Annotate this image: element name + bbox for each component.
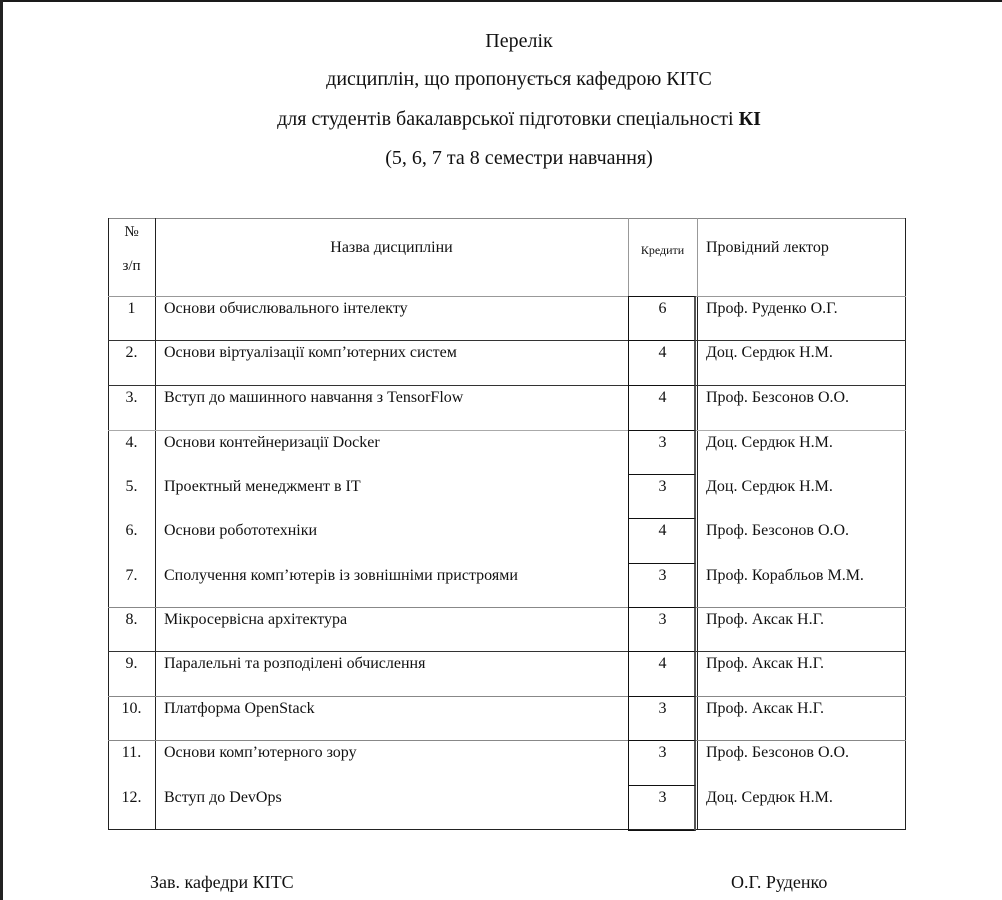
footer-position: Зав. кафедри КІТС <box>150 872 294 892</box>
specialty-prefix: для студентів бакалаврської підготовки спеціальності <box>277 108 739 130</box>
row-separator <box>108 607 906 608</box>
row-number: 1 <box>127 300 136 317</box>
lecturer-name: Проф. Безсонов О.О. <box>706 522 850 539</box>
credits-value: 6 <box>658 300 667 317</box>
row-number: 7. <box>125 567 138 584</box>
discipline-name: Вступ до машинного навчання з TensorFlow <box>164 389 464 406</box>
lecturer-name: Доц. Сердюк Н.М. <box>706 789 833 806</box>
credits-value: 4 <box>658 344 667 361</box>
lecturer-name: Доц. Сердюк Н.М. <box>706 478 833 495</box>
row-number: 4. <box>125 434 138 451</box>
credits-value: 4 <box>658 522 667 539</box>
lecturer-name: Проф. Аксак Н.Г. <box>706 611 825 628</box>
discipline-name: Основи віртуалізації комп’ютерних систем <box>164 344 457 361</box>
header-credits: Кредити <box>640 243 685 257</box>
discipline-name: Основи контейнеризації Docker <box>164 434 380 451</box>
row-number: 3. <box>125 389 138 406</box>
row-number: 6. <box>125 522 138 539</box>
credits-value: 3 <box>658 567 667 584</box>
discipline-name: Основи робототехніки <box>164 522 318 539</box>
doc-subtitle-department: дисциплін, що пропонується кафедрою КІТС <box>326 68 712 90</box>
disciplines-table <box>108 218 906 830</box>
col-separator-lecturer-header <box>697 218 698 296</box>
doc-subtitle-specialty <box>18 107 1002 131</box>
doc-subtitle-semesters: (5, 6, 7 та 8 семестри навчання) <box>385 147 653 169</box>
row-number: 2. <box>125 344 138 361</box>
header-number: № <box>124 224 139 240</box>
lecturer-name: Проф. Аксак Н.Г. <box>706 655 825 672</box>
lecturer-name: Проф. Руденко О.Г. <box>706 300 838 317</box>
row-separator <box>108 296 906 297</box>
lecturer-name: Доц. Сердюк Н.М. <box>706 344 833 361</box>
credits-value: 3 <box>658 744 667 761</box>
discipline-name: Вступ до DevOps <box>164 789 282 806</box>
row-separator <box>108 651 906 652</box>
specialty-code: КІ <box>738 108 761 130</box>
credits-value: 3 <box>658 700 667 717</box>
credits-value: 3 <box>658 789 667 806</box>
discipline-name: Платформа OpenStack <box>164 700 315 717</box>
credits-value: 3 <box>658 478 667 495</box>
discipline-name: Паралельні та розподілені обчислення <box>164 655 426 672</box>
footer-signatory: О.Г. Руденко <box>731 872 828 892</box>
row-separator <box>108 385 906 386</box>
discipline-name: Сполучення комп’ютерів із зовнішніми пристроями <box>164 567 518 584</box>
header-lecturer: Провідний лектор <box>706 239 829 256</box>
window-left-border <box>0 0 3 900</box>
row-separator <box>108 696 906 697</box>
discipline-name: Мікросервісна архітектура <box>164 611 348 628</box>
table-border-bottom <box>108 829 906 830</box>
discipline-name: Основи обчислювального інтелекту <box>164 300 408 317</box>
row-number: 12. <box>121 789 142 806</box>
row-separator <box>108 340 906 341</box>
lecturer-name: Проф. Безсонов О.О. <box>706 744 850 761</box>
credits-value: 4 <box>658 389 667 406</box>
credits-value: 3 <box>658 611 667 628</box>
row-number: 5. <box>125 478 138 495</box>
lecturer-name: Проф. Безсонов О.О. <box>706 389 850 406</box>
row-number: 10. <box>121 700 142 717</box>
row-separator <box>108 430 906 431</box>
discipline-name: Основи комп’ютерного зору <box>164 744 357 761</box>
col-separator-num <box>155 218 156 830</box>
window-top-border <box>0 0 1002 2</box>
lecturer-name: Проф. Аксак Н.Г. <box>706 700 825 717</box>
row-number: 8. <box>125 611 138 628</box>
header-name: Назва дисципліни <box>330 239 453 256</box>
table-border-right <box>905 218 906 830</box>
row-number: 9. <box>125 655 138 672</box>
lecturer-name: Доц. Сердюк Н.М. <box>706 434 833 451</box>
discipline-name: Проектный менеджмент в IT <box>164 478 361 495</box>
header-number-sub: з/п <box>122 258 141 274</box>
col-separator-lecturer <box>697 296 698 830</box>
row-separator <box>108 740 906 741</box>
table-border-top <box>108 218 906 219</box>
doc-title: Перелік <box>485 30 553 52</box>
lecturer-name: Проф. Корабльов М.М. <box>706 567 864 584</box>
credits-value: 4 <box>658 655 667 672</box>
row-number: 11. <box>121 744 142 761</box>
credits-value: 3 <box>658 434 667 451</box>
